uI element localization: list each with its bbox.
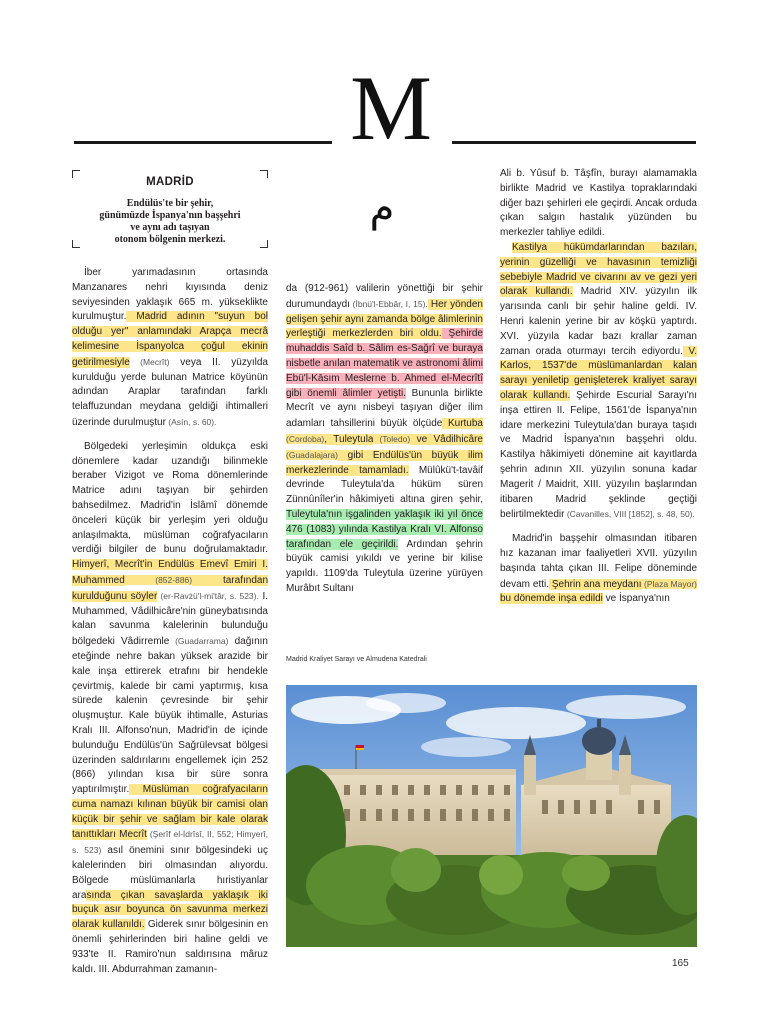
text-column-2	[286, 282, 483, 597]
paragraph: Madrid'in başşehir olmasından itibaren hız kazanan imar faaliyetleri XVII. yüzyılın başında tahta çıkan III. Felipe döneminde devam etti. Şehrin ana meydanı (Plaza Mayor) bu dönemde inşa edildi ve İspanya'nın	[500, 533, 697, 605]
corner-mark	[260, 170, 268, 178]
corner-mark	[72, 170, 80, 178]
corner-mark	[260, 240, 268, 248]
text-column-1	[72, 266, 268, 977]
header-rule-right	[452, 141, 696, 144]
highlight-yellow: V. Karlos, 1537'de müslümanlardan kalan sarayı yeniletip genişleterek kraliyet sarayı olarak kullandı.	[500, 345, 698, 401]
entry-description: Endülüs'te bir şehir, günümüzde İspanya'nın başşehri ve aynı adı taşıyan otonom bölgenin merkezi.	[99, 198, 241, 245]
paragraph: Kastilya hükümdarlarından bazıları, yerinin güzelliği ve havasının temizliği sebebiyle Madrid ve civarını av ve gezi yeri olarak kullandı. Madrid XIV. yüzyılın ilk yarısında canlı bir şehir haline geldi. IV. Henri kalenin yerine bir av köşkü yaptırdı. XVI. yüzyıla kadar bazı krallar zaman zaman orada oturmayı tercih ediyordu. V. Karlos, 1537'de müslümanlardan kalan sarayı yeniletip genişleterek kraliyet sarayı olarak kullandı. Şehirde Escurial Sarayı'nı inşa ettiren II. Felipe, 1561'de İspanya'nın idare merkezini Tuleytula'dan buraya taşıdı ve Madrid İspanya'nın başşehri oldu. Kastilya hâkimiyeti dönemine ait kayıtlarda şehrin adının XII. yüzyılın sonuna kadar Magerit / Maidrit, XIII. yüzyılın başlarından itibaren Madrid şeklinde geçtiği belirtilmektedir (Cavanilles, VIII [1852], s. 48, 50).	[500, 241, 698, 521]
paragraph: İber yarımadasının ortasında Manzanares nehri kıyısında deniz seviyesinden yaklaşık 665 m. yükseklikte kurulmuştur. Madrid adının "suyun bol olduğu yer" anlamındaki Arapça mecrâ kelimesine İspanyolca çoğul ekinin getirilmesiyle (Mecrît) veya II. yüzyılda kurulduğu yerde bulunan Matrice köyünün adından Araplar tarafından farklı telaffuzundan meydana geldiği ihtimalleri üzerinde durulmuştur (Asín, s. 60).	[72, 267, 268, 428]
highlight-yellow: Himyerî, Mecrît'in Endülüs Emevî Emiri I. Muhammed	[72, 559, 268, 586]
page-number: 165	[672, 958, 689, 969]
entry-infobox	[72, 170, 268, 248]
text-column-3	[500, 167, 697, 607]
paragraph: da (912-961) valilerin yönettiği bir şehir durumundaydı (İbnü'l-Ebbâr, I, 15). Her yönden gelişen şehir aynı zamanda bölge âlimlerinin yerleştiği merkezlerden biri oldu. Şehirde muhaddis Saîd b. Sâlim es-Sağrî ve buraya nisbetle anılan matematik ve astronomi âlimi Ebü'l-Kāsım Meslerne b. Ahmed el-Mecrîtî gibi önemli âlimler yetişti. Bununla birlikte Mecrît ve aynı nisbeyi taşıyan diğer ilim adamları tahsillerini büyük ölçüde Kurtuba (Cordoba), Tuleytula (Toledo) ve Vâdilhicâre (Guadalajara) gibi Endülüs'ün büyük ilim merkezlerinde tamamladı. Mülûkü't-tavâif devrinde Tuleytula'da hüküm süren Zünnûnîler'in hâkimiyeti altına giren şehir, Tuleytula'nın işgalinden yaklaşık iki yıl önce 476 (1083) yılında Kastilya Kralı VI. Alfonso tarafından ele geçirildi. Ardından şehrin büyük camisi yıkıldı ve yerine bir kilise yapıldı. 1109'da Tuleytula üzerine yürüyen Murâbıt Sultanı	[286, 283, 484, 594]
section-letter-arabic: م	[369, 185, 395, 231]
highlight-pink: Şehirde muhaddis Saîd b. Sâlim es-Sağrî ve buraya nisbetle anılan matematik ve astronomi âlimi Ebü'l-Kāsım Meslerne b. Ahmed el-Mecrîtî gibi önemli âlimler yetişti.	[286, 328, 483, 399]
highlight-yellow: Kastilya hükümdarlarından bazıları, yerinin güzelliği ve havasının temizliği sebebiyle Madrid ve civarını av ve gezi yeri olarak kullandı.	[500, 241, 697, 298]
photo-caption: Madrid Kraliyet Sarayı ve Almudena Katedrali	[286, 656, 427, 663]
highlight-yellow: Şehrin ana meydanı	[549, 578, 642, 590]
highlight-green: Tuleytula'nın işgalinden yaklaşık iki yıl önce 476 (1083) yılında Kastilya Kralı VI. Alfonso tarafından ele geçirildi.	[286, 508, 483, 550]
highlight-yellow: Madrid adının "suyun bol olduğu yer" anlamındaki Arapça mecrâ kelimesine İspanyolca çoğul ekinin getirilmesiyle	[72, 311, 268, 368]
highlight-yellow: Kurtuba	[442, 418, 483, 430]
corner-mark	[72, 240, 80, 248]
madrid-palace-photo	[286, 685, 697, 947]
highlight-yellow: Müslüman coğrafyacıların cuma namazı kılınan büyük bir camisi olan küçük bir şehir ve sağlam bir kale olarak tanıttıkları Mecrît	[72, 784, 268, 841]
highlight-yellow: sında çıkan savaşlarda yaklaşık iki buçuk asır boyunca ön savunma merkezi olarak kullanıldı.	[72, 889, 268, 931]
highlight-yellow: Her yönden gelişen şehir aynı zamanda bölge âlimlerinin yerleştiği merkezlerden biri oldu.	[286, 298, 483, 340]
entry-title: MADRİD	[146, 176, 194, 188]
section-letter-m: M	[350, 57, 432, 159]
paragraph: Ali b. Yûsuf b. Tâşfîn, burayı alamamakla birlikte Madrid ve Kastilya topraklarındaki diğer bazı şehirleri ele geçirdi. Ancak orduda çıkan salgın hastalık yüzünden bu merkezler tahliye edildi.	[500, 168, 697, 239]
paragraph: Bölgedeki yerleşimin oldukça eski dönemlere kadar uzandığı bilinmekle beraber Vizigot ve Roma dönemlerinde Matrice adını taşıyan bir şehirden bahsedilmez. Madrid'in İslâmî dönemde önceleri küçük bir yerleşim yeri olduğu anlaşılmakta, müslüman coğrafyacıların verdiği bilgiler de bunu doğrulamaktadır. Himyerî, Mecrît'in Endülüs Emevî Emiri I. Muhammed (852-886) tarafından kurulduğunu söyler (er-Ravżü'l-mi'târ, s. 523). I. Muhammed, Vâdilhicâre'nin güneybatısında kalan savunma kalelerinin bulunduğu bölgedeki Vâdirremle (Guadarrama) dağının eteğinde nehre bakan yüksek arazide bir kale inşa ettirerek etrafını bir hendekle çevirtmiş, kalede bir cami yaptırmış, kısa sürede kalenin çevresinde bir şehir oluşmuştur. Kale büyük ihtimalle, Asturias Kralı III. Alfonso'nun, Madrid'in de içinde bulunduğu Endülüs'ün Sağrülevsat bölgesi üzerinden saldırılarını engellemek için 252 (866) yılından kısa bir süre sonra yaptırılmıştır. Müslüman coğrafyacıların cuma namazı kılınan büyük bir camisi olan küçük bir şehir ve sağlam bir kale olarak tanıttıkları Mecrît (Şerîf el-İdrîsî, II, 552; Himyerî, s. 523) asıl önemini sınır bölgesindeki uç kalelerinden biri olmasından alıyordu. Bölgede müslümanlarla hıristiyanlar arasında çıkan savaşlarda yaklaşık iki buçuk asır boyunca ön savunma merkezi olarak kullanıldı. Giderek sınır bölgesinin en önemli şehirlerinden biri haline geldi ve 933'te II. Ramiro'nun saldırısına mâruz kaldı. III. Abdurrahman zamanın-	[72, 440, 269, 975]
header-rule-left	[74, 141, 332, 144]
